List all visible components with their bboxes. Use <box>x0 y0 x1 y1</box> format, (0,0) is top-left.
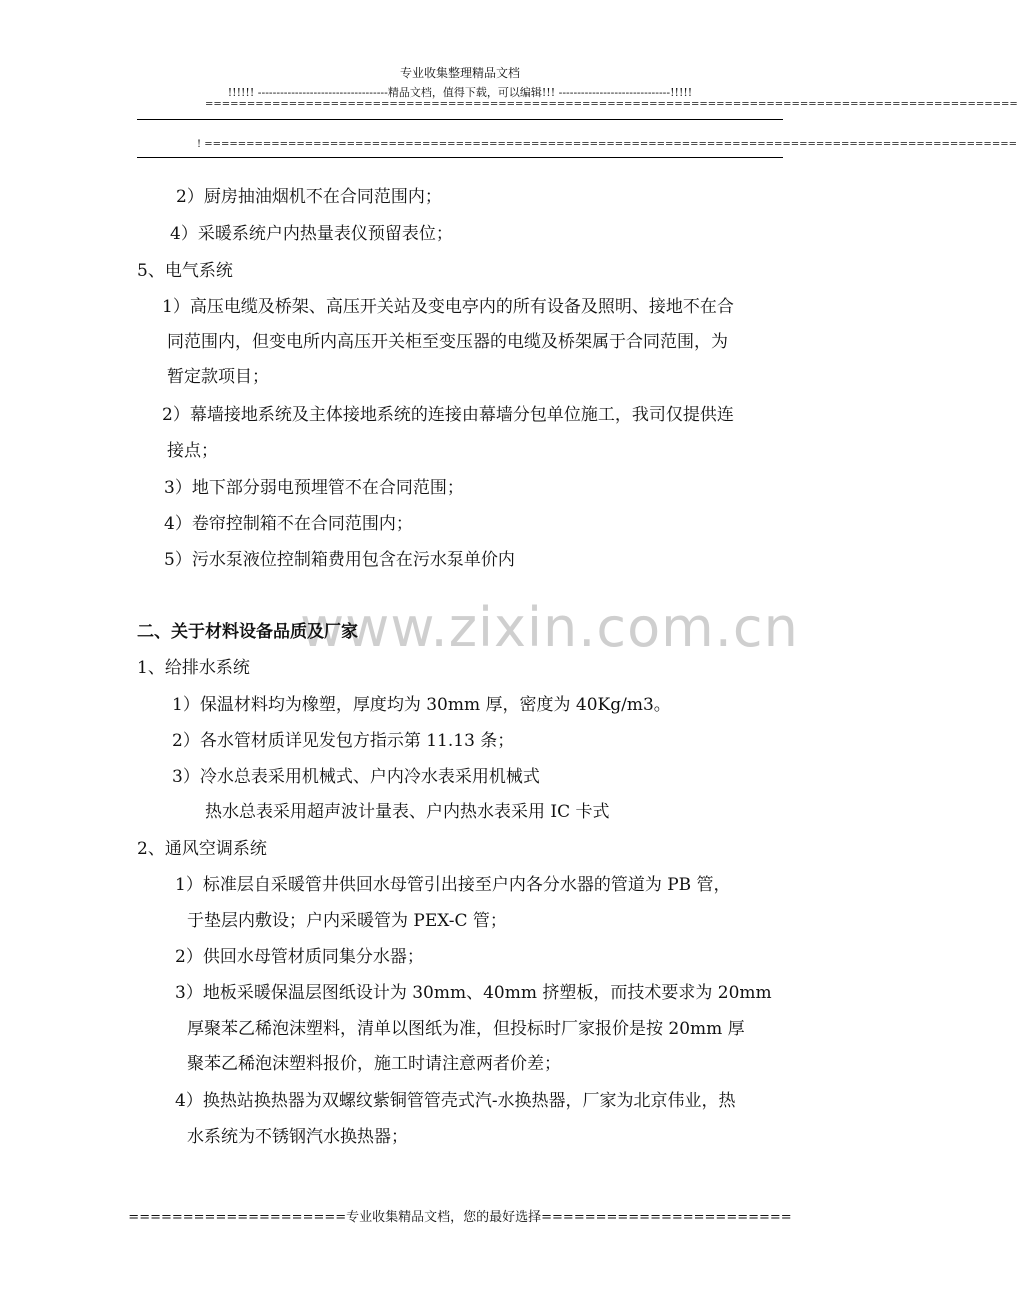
body-line: 3）地下部分弱电预埋管不在合同范围； <box>164 478 464 498</box>
body-line: 5）污水泵液位控制箱费用包含在污水泵单价内 <box>164 550 515 570</box>
watermark: www.zixin.com.cn <box>300 596 799 659</box>
header-rule-bottom <box>137 157 783 158</box>
header-rule-top <box>137 119 783 120</box>
body-line: 2）供回水母管材质同集分水器； <box>175 947 424 967</box>
body-line: 4）采暖系统户内热量表仪预留表位； <box>170 224 453 244</box>
page-header-separator-2: ! ================================================================================================= <box>197 139 1017 150</box>
body-line: 3）冷水总表采用机械式、户内冷水表采用机械式 <box>172 767 540 787</box>
body-line: 1）高压电缆及桥架、高压开关站及变电亭内的所有设备及照明、接地不在合 <box>162 297 734 317</box>
page-footer: ====================专业收集精品文档，您的最好选择======================= <box>128 1210 792 1225</box>
page-header-banner: !!!!!! -----------------------------------精品文档，值得下载，可以编辑!!! ------------------------------!!!!! <box>227 86 693 99</box>
body-line: 热水总表采用超声波计量表、户内热水表采用 IC 卡式 <box>205 802 610 822</box>
body-line: 于垫层内敷设；户内采暖管为 PEX-C 管； <box>187 911 507 931</box>
section-title: 二、关于材料设备品质及厂家 <box>137 622 358 642</box>
body-line: 2）厨房抽油烟机不在合同范围内； <box>176 187 442 207</box>
body-line: 4）卷帘控制箱不在合同范围内； <box>164 514 413 534</box>
body-line: 2）幕墙接地系统及主体接地系统的连接由幕墙分包单位施工，我司仅提供连 <box>162 405 734 425</box>
body-line: 水系统为不锈钢汽水换热器； <box>187 1127 408 1147</box>
body-line: 厚聚苯乙稀泡沫塑料，清单以图纸为准，但投标时厂家报价是按 20mm 厚 <box>187 1019 745 1039</box>
body-line: 1）保温材料均为橡塑，厚度均为 30mm 厚，密度为 40Kg/m3。 <box>172 695 671 715</box>
body-line: 接点； <box>167 441 218 461</box>
section-heading: 1、给排水系统 <box>137 658 250 678</box>
body-line: 聚苯乙稀泡沫塑料报价，施工时请注意两者价差； <box>187 1054 561 1074</box>
page-header-separator: ================================================================================================= <box>205 99 1018 110</box>
body-line: 暂定款项目； <box>167 367 269 387</box>
body-line: 3）地板采暖保温层图纸设计为 30mm、40mm 挤塑板，而技术要求为 20mm <box>175 983 772 1003</box>
section-heading: 2、通风空调系统 <box>137 839 267 859</box>
body-line: 4）换热站换热器为双螺纹紫铜管管壳式汽-水换热器，厂家为北京伟业，热 <box>175 1091 736 1111</box>
body-line: 1）标准层自采暖管井供回水母管引出接至户内各分水器的管道为 PB 管， <box>175 875 731 895</box>
section-heading: 5、电气系统 <box>137 261 233 281</box>
body-line: 2）各水管材质详见发包方指示第 11.13 条； <box>172 731 515 751</box>
body-line: 同范围内，但变电所内高压开关柜至变压器的电缆及桥架属于合同范围，为 <box>167 332 728 352</box>
page-header-title: 专业收集整理精品文档 <box>399 66 520 80</box>
